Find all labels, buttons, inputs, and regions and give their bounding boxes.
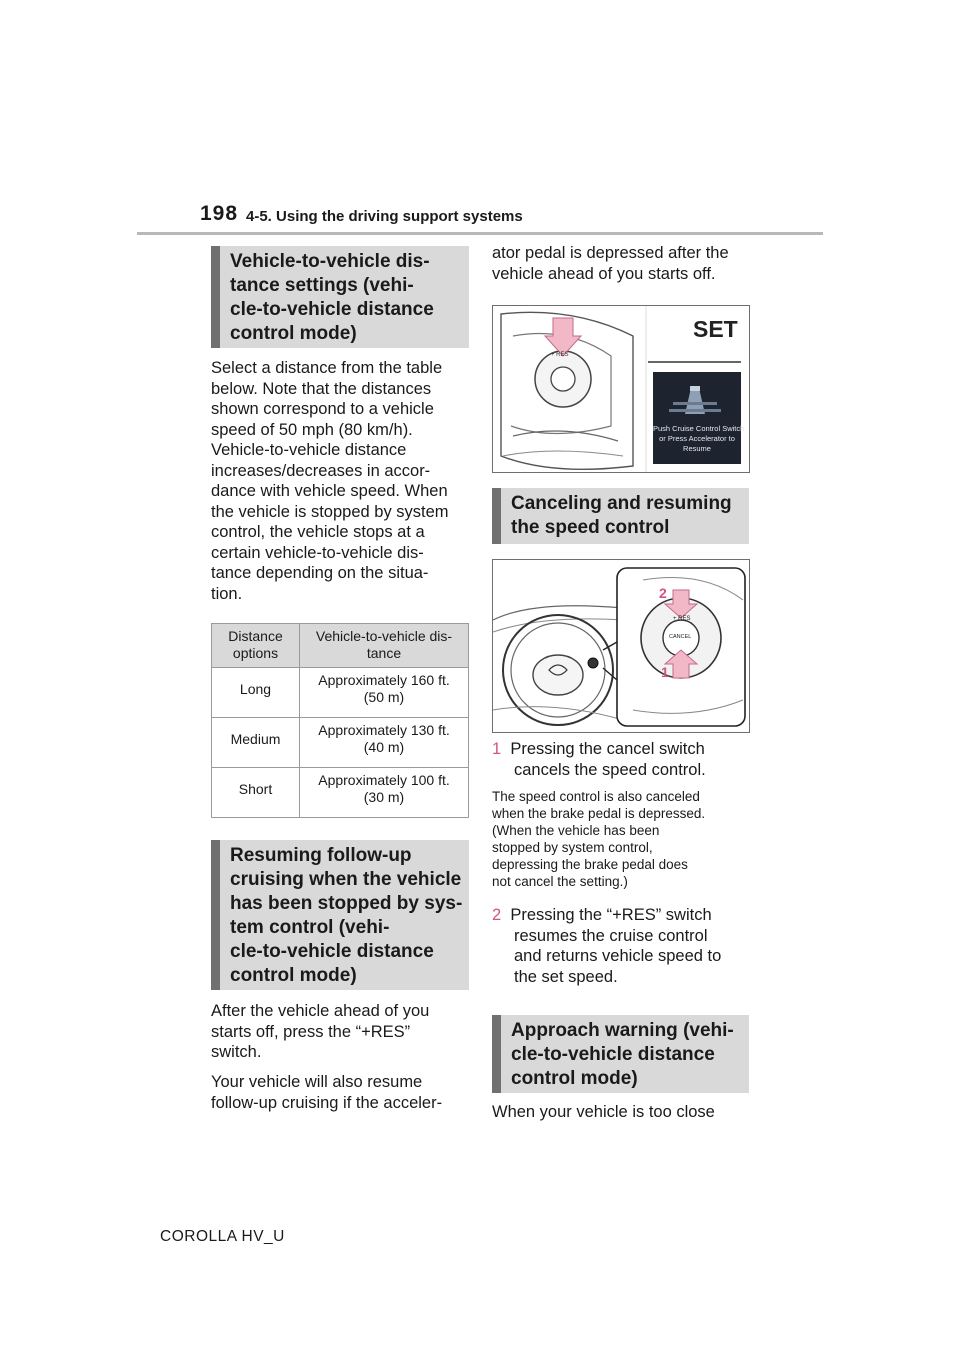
- table-header-distance: Vehicle-to-vehicle dis- tance: [300, 624, 469, 668]
- table-header-options: Distance options: [212, 624, 300, 668]
- cancel-label: CANCEL: [669, 634, 692, 640]
- continued-paragraph: ator pedal is depressed after the vehicle ahead of you starts off.: [492, 244, 729, 283]
- press-arrow-icon: [545, 318, 581, 356]
- set-label: SET: [693, 316, 738, 342]
- table-cell-option: Long: [212, 668, 300, 718]
- table-cell-option: Short: [212, 768, 300, 818]
- follow-up-paragraph: Your vehicle will also resume follow-up cruising if the acceler-: [211, 1073, 443, 1112]
- figure-cancel-resume: [492, 559, 750, 733]
- cancel-note: The speed control is also canceled when the brake pedal is depressed. (When the vehicle has been stopped by system control, depressing the brake pedal does not cancel the setting.): [492, 789, 706, 889]
- step-1: 1 Pressing the cancel switch cancels the speed control.: [492, 740, 706, 779]
- callout-1: 1: [661, 664, 669, 680]
- display-message: Push Cruise Control Switch or Press Accelerator to Resume: [653, 424, 745, 453]
- table-row: [212, 668, 469, 718]
- steering-wheel-illustration: [493, 560, 749, 732]
- resume-paragraph: After the vehicle ahead of you starts off, press the “+RES” switch.: [211, 1002, 430, 1061]
- table-cell-distance: Approximately 100 ft. (30 m): [300, 768, 469, 818]
- distance-settings-paragraph: Select a distance from the table below. Note that the distances shown correspond to a vehicle speed of 50 mph (80 km/h). Vehicle-to-vehicle distance increases/decreases in accor- dance with vehicle speed. When the vehicle is stopped by system control, the vehicle stops at a certain vehicle-to-vehicle dis- tance depending on the situa- tion.: [211, 359, 449, 603]
- step-2: 2 Pressing the “+RES” switch resumes the cruise control and returns vehicle speed to the set speed.: [492, 906, 722, 986]
- table-row: [212, 768, 469, 818]
- step-1-number: 1: [492, 740, 502, 758]
- table-header-row: [212, 624, 469, 668]
- table-cell-distance: Approximately 160 ft. (50 m): [300, 668, 469, 718]
- heading-resuming-follow-up: Resuming follow-up cruising when the vehicle has been stopped by sys- tem control (vehi- cle-to-vehicle distance control mode): [211, 840, 469, 990]
- table-cell-option: Medium: [212, 718, 300, 768]
- footer-model: COROLLA HV_U: [160, 1228, 285, 1245]
- header-rule: [137, 232, 823, 235]
- table-cell-distance: Approximately 130 ft. (40 m): [300, 718, 469, 768]
- approach-paragraph: When your vehicle is too close: [492, 1103, 715, 1121]
- res-label: + RES: [673, 616, 691, 622]
- res-switch-label: + RES: [551, 352, 569, 358]
- table-row: [212, 718, 469, 768]
- step-2-number: 2: [492, 906, 502, 924]
- distance-table: [211, 623, 469, 818]
- page-number: 198: [200, 202, 239, 225]
- section-title: 4-5. Using the driving support systems: [246, 208, 523, 225]
- heading-approach-warning: Approach warning (vehi- cle-to-vehicle distance control mode): [492, 1015, 749, 1093]
- heading-canceling-resuming: Canceling and resuming the speed control: [492, 488, 749, 544]
- figure-set-display: [492, 305, 750, 473]
- heading-distance-settings: Vehicle-to-vehicle dis- tance settings (vehi- cle-to-vehicle distance control mode): [211, 246, 469, 348]
- callout-2: 2: [659, 585, 667, 601]
